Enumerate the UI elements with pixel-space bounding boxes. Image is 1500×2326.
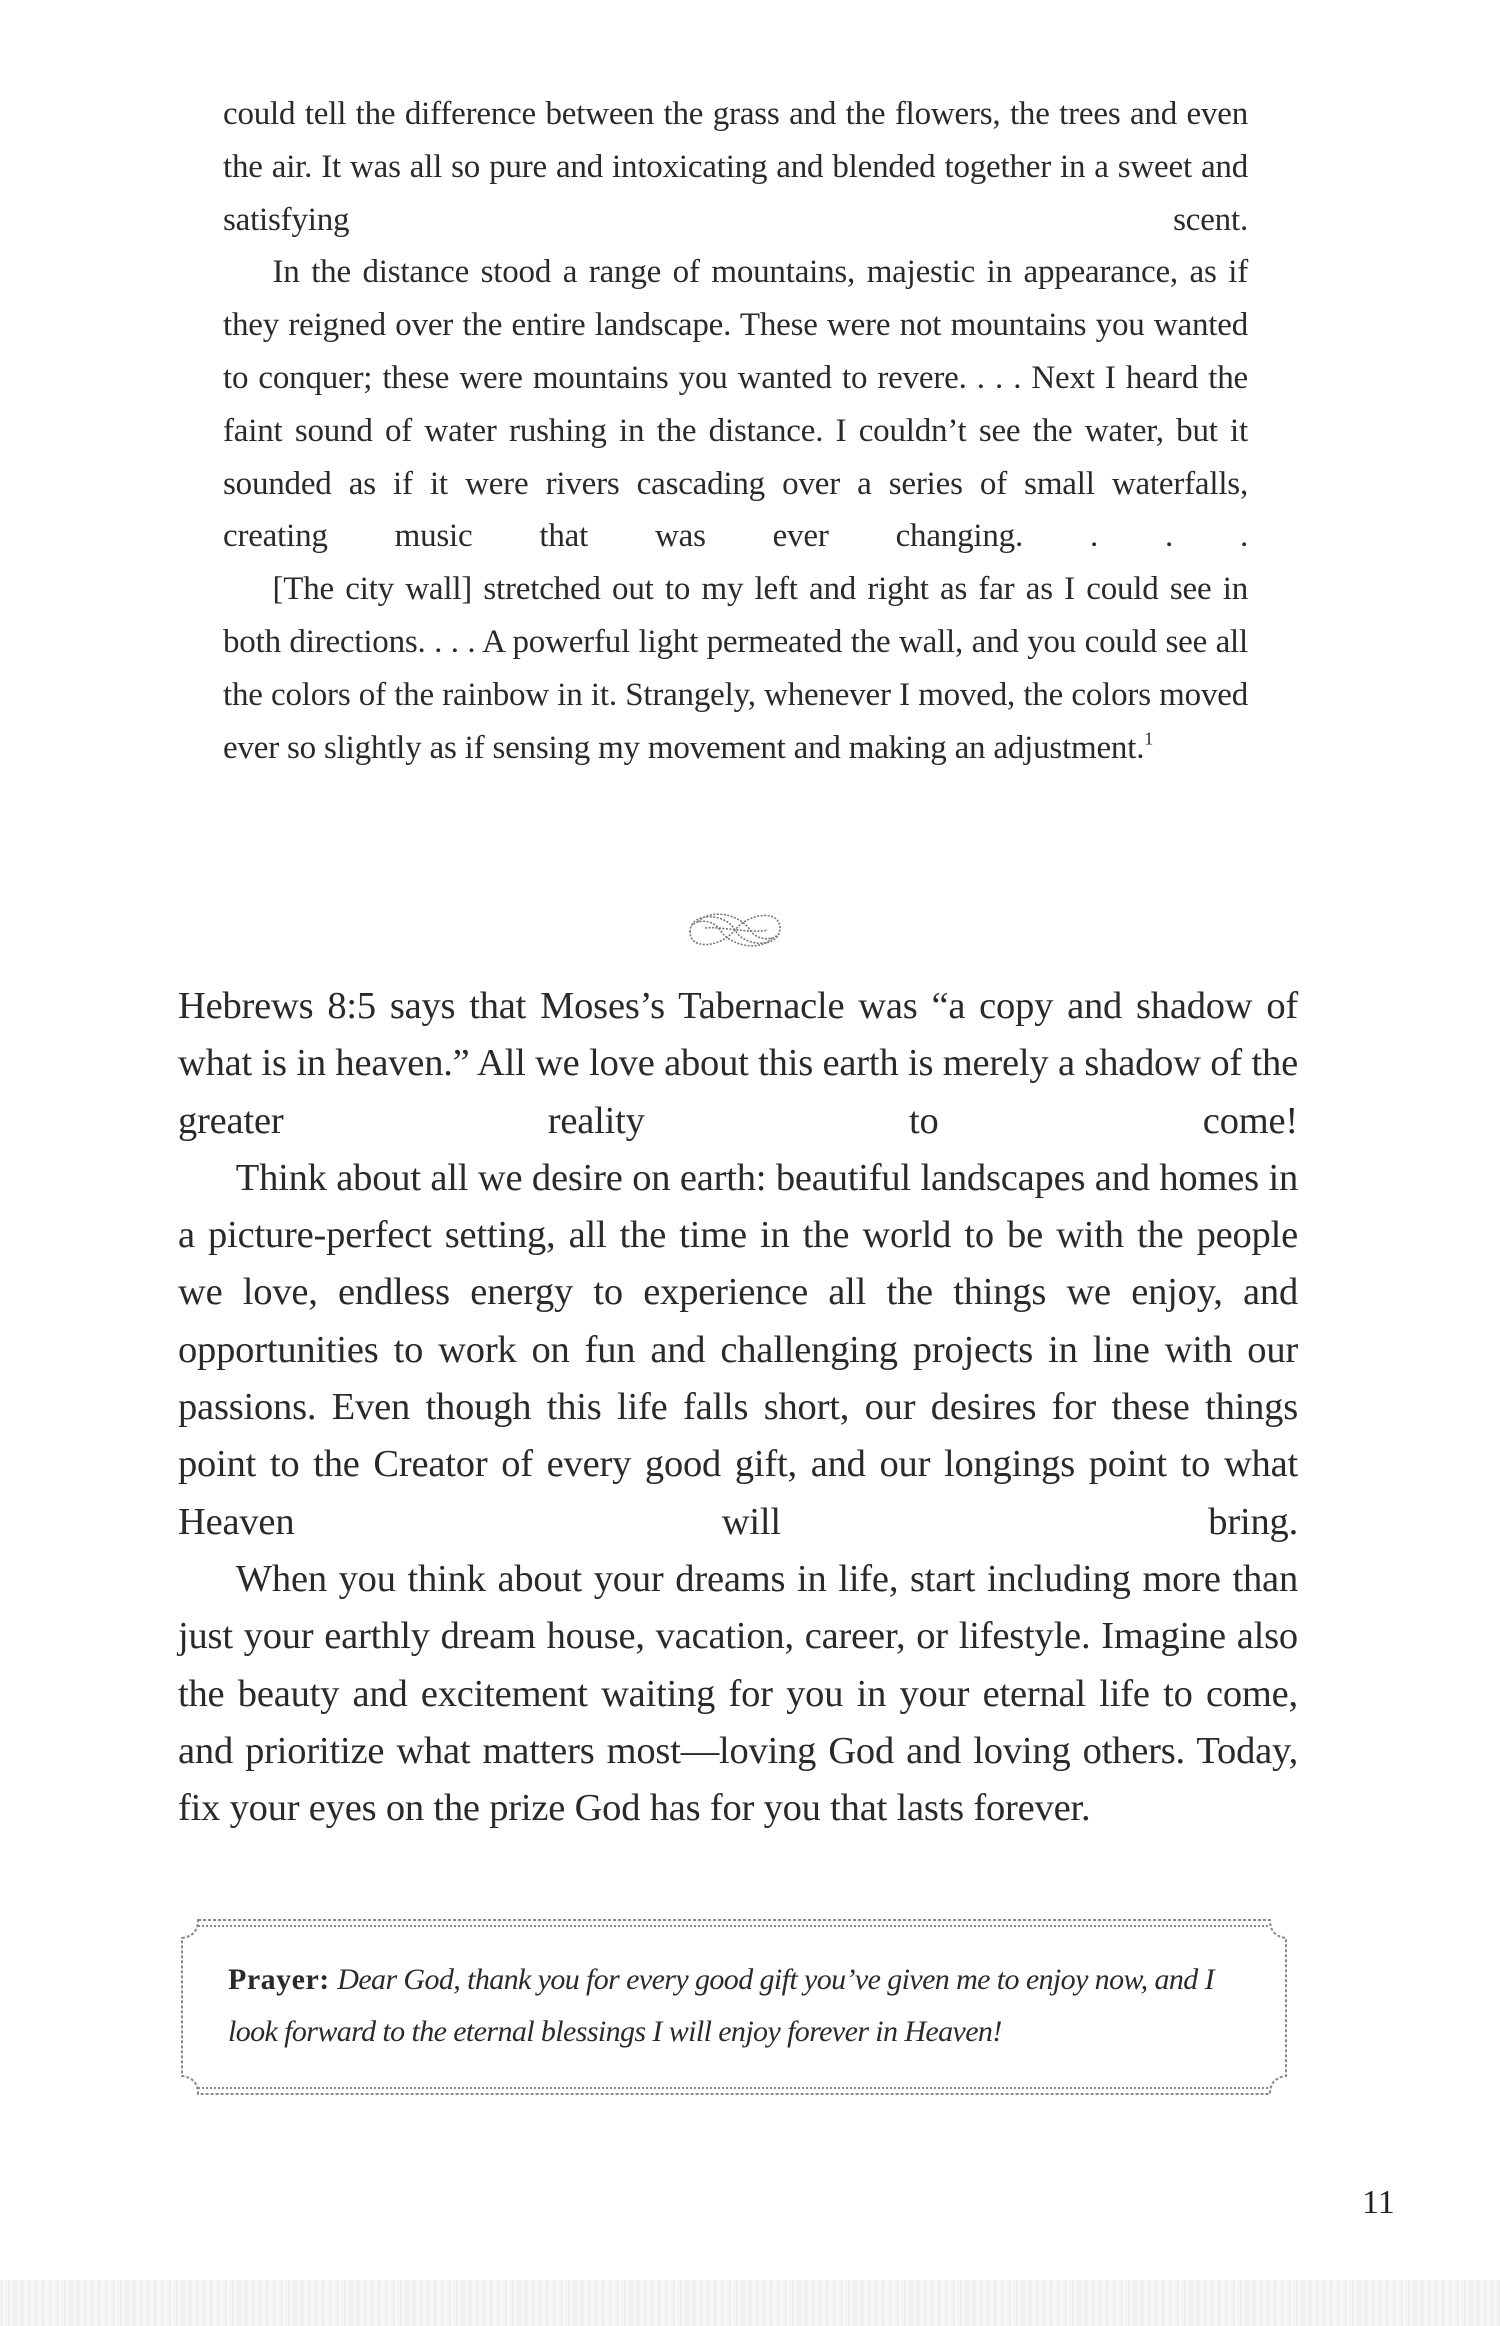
page-number: 11 [1362, 2184, 1395, 2221]
footnote-marker: 1 [1144, 727, 1154, 748]
body-paragraph: When you think about your dreams in life, start including more than just your earthly dream house, vacation, career, or lifestyle. Imagine also the beauty and excitement waiting for you in your eternal life to come, and prioritize what matters most—loving God and loving others. Today, fix your eyes on the prize God has for you that lasts forever. [178, 1557, 1298, 1830]
block-quote [223, 88, 1248, 774]
prayer-text [228, 1954, 1252, 2058]
scan-edge [0, 2280, 1500, 2326]
flourish-knot-icon [680, 900, 790, 960]
prayer-body: Dear God, thank you for every good gift you’ve given me to enjoy now, and I look forward to the eternal blessings I will enjoy forever in Heaven! [228, 1963, 1214, 2048]
quote-paragraph-text: [The city wall] stretched out to my left and right as far as I could see in both directions. . . . A powerful light permeated the wall, and you could see all the colors of the rainbow in it. Strangely, whenever I moved, the colors moved ever so slightly as if sensing my movement and making an adjustment. [223, 571, 1248, 766]
prayer-label: Prayer: [228, 1963, 330, 1996]
prayer-box [176, 1912, 1292, 2102]
quote-paragraph: In the distance stood a range of mountains, majestic in appearance, as if they reigned over the entire landscape. These were not mountains you wanted to conquer; these were mountains you wanted to revere. . . . Next I heard the faint sound of water rushing in the distance. I couldn’t see the water, but it sounded as if it were rivers cascading over a series of small waterfalls, creating music that was ever changing. . . . [223, 254, 1248, 555]
body-paragraph: Think about all we desire on earth: beautiful landscapes and homes in a picture-perfect setting, all the time in the world to be with the people we love, endless energy to experience all the things we enjoy, and opportunities to work on fun and challenging projects in line with our passions. Even though this life falls short, our desires for these things point to the Creator of every good gift, and our longings point to what Heaven will bring. [178, 1156, 1298, 1543]
body-paragraph: Hebrews 8:5 says that Moses’s Tabernacle was “a copy and shadow of what is in heaven.” All we love about this earth is merely a shadow of the greater reality to come! [178, 985, 1298, 1142]
body-text [178, 978, 1298, 1837]
quote-paragraph [223, 563, 1248, 774]
quote-paragraph: could tell the difference between the grass and the flowers, the trees and even the air. It was all so pure and intoxicating and blended together in a sweet and satisfying scent. [223, 96, 1248, 238]
